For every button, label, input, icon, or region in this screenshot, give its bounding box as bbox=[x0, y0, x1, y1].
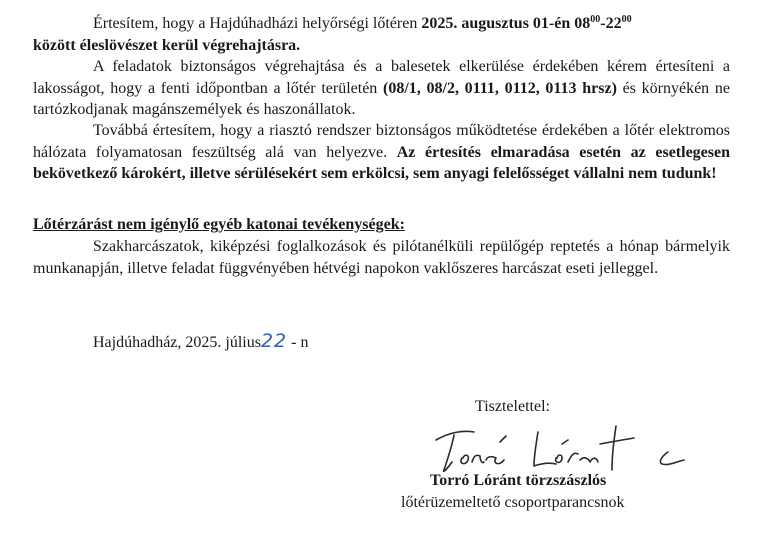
end-minutes-superscript: 00 bbox=[621, 14, 632, 25]
activities-paragraph: Szakharcászatok, kiképzési foglalkozások és pilótanélküli repülőgép reptetés a hónap bármelyik munkanapján, illetve feladat függvényében hétvégi napokon vaklőszeres harcászat eseti jelleggel. bbox=[33, 238, 730, 277]
exercise-date: 2025. augusztus 01-én 08 bbox=[421, 15, 591, 32]
end-hour: -22 bbox=[600, 15, 622, 32]
signer-name: Torró Lóránt törzszászlós bbox=[430, 472, 607, 489]
handwritten-day: 22 bbox=[260, 330, 288, 352]
dateline-place-month: Hajdúhadház, 2025. július bbox=[93, 334, 261, 351]
electric-text: Továbbá értesítem, hogy a riasztó rendszer biztonságos működtetése érdekében a lőtér elektromos hálózata folyamatosan feszültség alá van helyezve. bbox=[33, 122, 730, 161]
notice-intro-text: Értesítem, hogy a Hajdúhadházi helyőrségi lőtéren bbox=[93, 15, 422, 32]
liability-warning: Az értesítés elmaradása esetén az esetlegesen bekövetkező károkért, illetve sérülésekért sem erkölcsi, sem anyagi felelősséget vállalni nem tudunk! bbox=[33, 143, 730, 182]
parcel-numbers: (08/1, 08/2, 0111, 0112, 0113 hrsz) bbox=[383, 79, 617, 97]
start-minutes-superscript: 00 bbox=[590, 14, 601, 25]
electric-paragraph bbox=[33, 120, 730, 185]
signer-title: lőtérüzemeltető csoportparancsnok bbox=[401, 494, 625, 511]
greeting: Tisztelettel: bbox=[475, 398, 550, 415]
signature bbox=[430, 418, 690, 478]
safety-text-end: és környékén ne tartózkodjanak magánszemélyek és haszonállatok. bbox=[33, 79, 730, 118]
dateline bbox=[93, 330, 308, 354]
dateline-suffix: - n bbox=[287, 334, 309, 351]
section-heading: Lőtérzárást nem igénylő egyéb katonai tevékenységek: bbox=[33, 216, 405, 233]
exercise-datetime bbox=[421, 15, 631, 32]
exercise-statement: között éleslövészet kerül végrehajtásra. bbox=[33, 36, 301, 54]
safety-text: A feladatok biztonságos végrehajtása és a balesetek elkerülése érdekében kérem értesíteni a lakosságot, hogy a fenti időpontban a lőtér területén bbox=[33, 58, 730, 97]
safety-paragraph bbox=[33, 56, 730, 121]
notice-paragraph bbox=[33, 13, 730, 56]
